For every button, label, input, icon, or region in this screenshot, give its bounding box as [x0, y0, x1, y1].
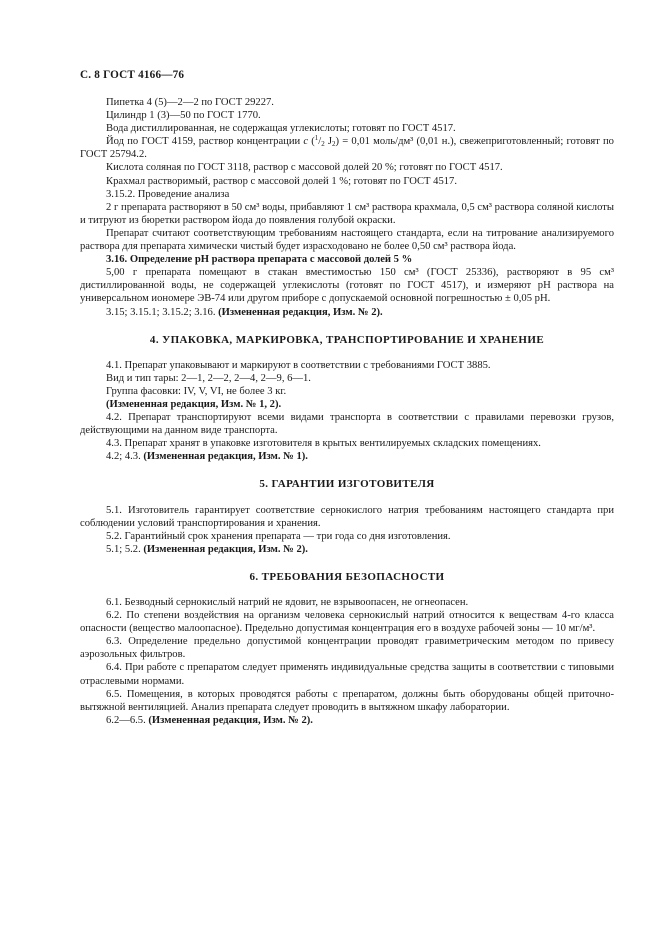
- paragraph: Кислота соляная по ГОСТ 3118, раствор с массовой долей 20 %; готовят по ГОСТ 4517.: [106, 162, 503, 174]
- text-run: 4.2; 4.3.: [106, 451, 144, 463]
- paragraph: 6.1. Безводный сернокислый натрий не ядовит, не взрывоопасен, не огнеопасен.: [106, 597, 469, 608]
- paragraph: Вид и тип тары: 2—1, 2—2, 2—4, 2—9, 6—1.: [106, 372, 311, 384]
- paragraph: Крахмал растворимый, раствор с массовой долей 1 %; готовят по ГОСТ 4517.: [106, 175, 457, 187]
- paragraph: 3.15.2. Проведение анализа: [106, 188, 230, 200]
- paragraph: 4.3. Препарат хранят в упаковке изготовителя в крытых вентилируемых складских помещениях.: [106, 438, 541, 450]
- section-title-6: 6. ТРЕБОВАНИЯ БЕЗОПАСНОСТИ: [249, 570, 445, 583]
- paragraph: 5,00 г препарата помещают в стакан вместимостью 150 см³ (ГОСТ 25336), растворяют в 95 см³ дистиллированной воды, не содержащей углекислоты (готовят по ГОСТ 4517), и измеряют pH раствора на универсальном иономере ЭВ-74 или другом приборе с допускаемой основной погрешностью ± 0,05 pH.: [80, 267, 614, 305]
- paragraph: 6.4. При работе с препаратом следует применять индивидуальные средства защиты в соответствии с типовыми отраслевыми нормами.: [80, 662, 614, 687]
- text-run: 3.15; 3.15.1; 3.15.2; 3.16.: [106, 306, 219, 318]
- amendment-note: [80, 450, 614, 463]
- subsection-title: [80, 253, 614, 266]
- amendment-note: [80, 306, 614, 319]
- paragraph: Цилиндр 1 (3)—50 по ГОСТ 1770.: [106, 110, 261, 122]
- bold-text: (Измененная редакция, Изм. № 2).: [218, 306, 383, 318]
- amendment-note: [80, 543, 614, 556]
- bold-text: (Измененная редакция, Изм. № 1).: [143, 451, 308, 463]
- amendment-note: [80, 398, 614, 411]
- paragraph: Вода дистиллированная, не содержащая углекислоты; готовят по ГОСТ 4517.: [106, 123, 456, 135]
- text-run: 6.2—6.5.: [106, 714, 149, 726]
- paragraph: 4.2. Препарат транспортируют всеми видами транспорта в соответствии с правилами перевозки грузов, действующими на данном виде транспорта.: [80, 412, 614, 437]
- paragraph: 4.1. Препарат упаковывают и маркируют в соответствии с требованиями ГОСТ 3885.: [106, 359, 491, 371]
- paragraph: 5.2. Гарантийный срок хранения препарата — три года со дня изготовления.: [106, 530, 451, 542]
- section-title-4: 4. УПАКОВКА, МАРКИРОВКА, ТРАНСПОРТИРОВАНИЕ И ХРАНЕНИЕ: [149, 333, 545, 346]
- text-run: 5.1; 5.2.: [106, 543, 144, 555]
- paragraph-iodine: Йод по ГОСТ 4159, раствор концентрации c ($^1/_2$ $J_2) = 0,01$ моль/дм³ (0,01 н.), свежеприготовленный; готовят по ГОСТ 25794.2.: [80, 134, 614, 161]
- bold-text: (Измененная редакция, Изм. № 1, 2).: [106, 398, 282, 410]
- page-header: С. 8 ГОСТ 4166—76: [80, 69, 185, 81]
- bold-text: (Измененная редакция, Изм. № 2).: [148, 714, 313, 726]
- paragraph: 6.5. Помещения, в которых проводятся работы с препаратом, должны быть оборудованы общей приточно-вытяжной вентиляцией. Анализ препарата следует проводить в вытяжном шкафу лаборатории.: [80, 688, 614, 713]
- document-body: [80, 96, 614, 727]
- paragraph: 6.3. Определение предельно допустимой концентрации проводят гравиметрическим методом по привесу аэрозольных фильтров.: [80, 636, 614, 661]
- paragraph: Группа фасовки: IV, V, VI, не более 3 кг.: [106, 385, 287, 397]
- section-title-5: 5. ГАРАНТИИ ИЗГОТОВИТЕЛЯ: [259, 478, 435, 491]
- paragraph: Препарат считают соответствующим требованиям настоящего стандарта, если на титрование анализируемого раствора для препарата химически чистый будет израсходовано не более 0,50 см³ раствора йода.: [80, 227, 614, 253]
- paragraph: 5.1. Изготовитель гарантирует соответствие сернокислого натрия требованиям настоящего стандарта при соблюдении условий транспортирования и хранения.: [80, 504, 614, 529]
- paragraph: 6.2. По степени воздействия на организм человека сернокислый натрий относится к веществам 4-го класса опасности (вещество малоопасное). Предельно допустимая концентрация его в воздухе рабочей зоны — 10 мг/м³.: [80, 610, 614, 635]
- paragraph: Пипетка 4 (5)—2—2 по ГОСТ 29227.: [106, 97, 274, 108]
- text-run: Йод по ГОСТ 4159, раствор концентрации: [106, 136, 304, 148]
- amendment-note: [80, 714, 614, 727]
- bold-text: (Измененная редакция, Изм. № 2).: [143, 543, 308, 555]
- paragraph: 2 г препарата растворяют в 50 см³ воды, прибавляют 1 см³ раствора крахмала, 0,5 см³ раствора соляной кислоты и титруют из бюретки раствором йода до появления голубой окраски.: [80, 201, 614, 226]
- text-run: = 0,01 моль/дм³ (0,01 н.), свежеприготовленный; готовят по ГОСТ 25794.2.: [80, 136, 614, 161]
- bold-text: 3.16. Определение pH раствора препарата с массовой долей 5 %: [106, 254, 413, 266]
